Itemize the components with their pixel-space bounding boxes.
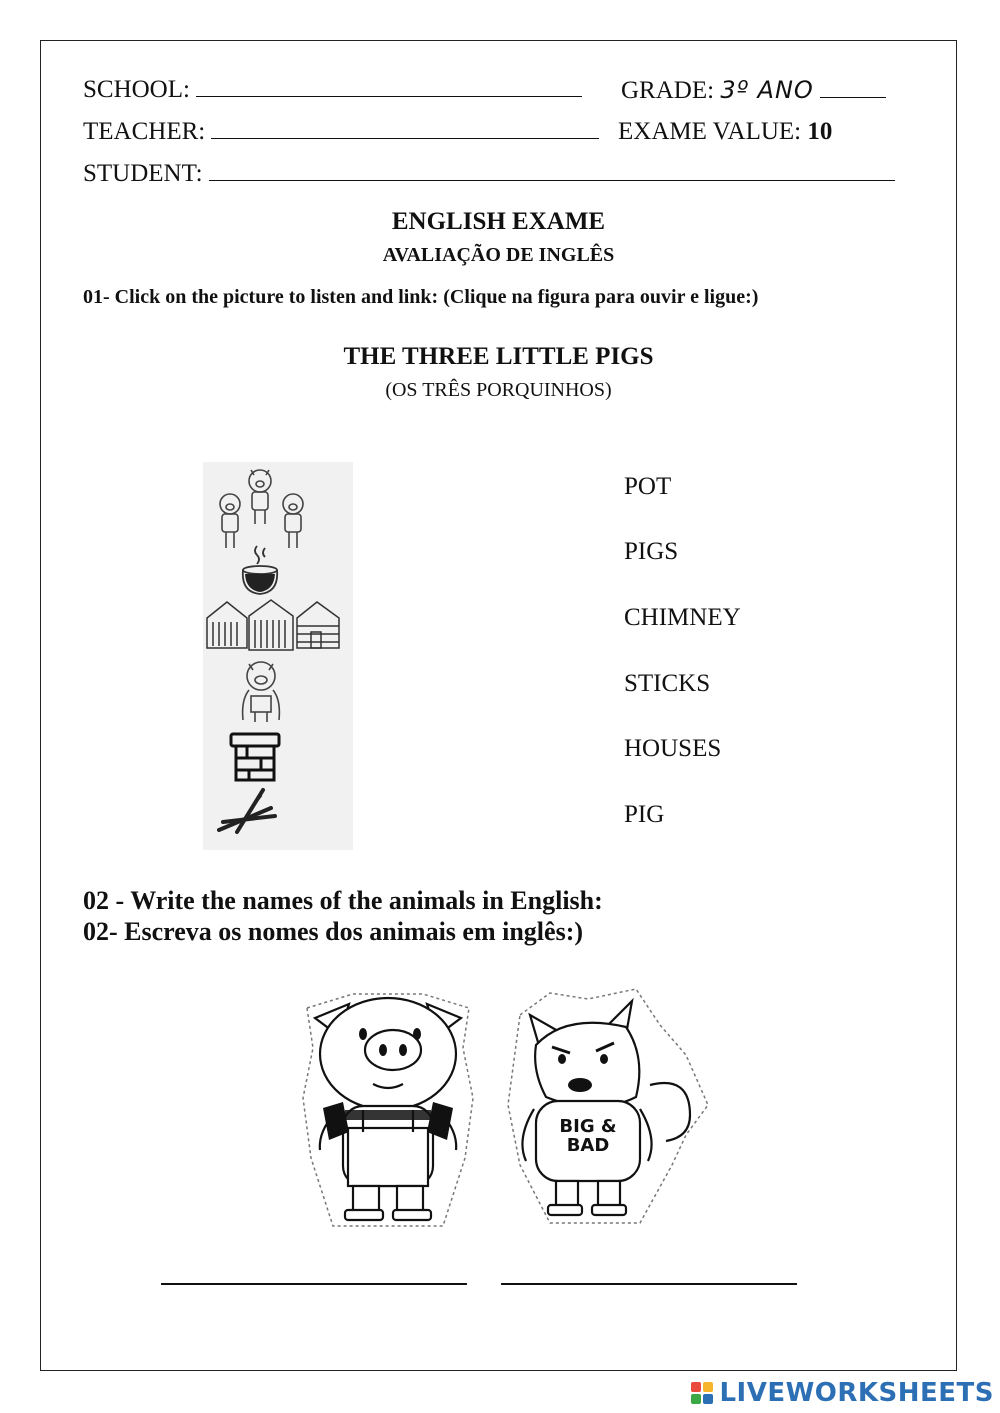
worksheet-frame xyxy=(40,40,957,1371)
exam-subtitle: AVALIAÇÃO DE INGLÊS xyxy=(382,244,615,266)
shirt-text-bad: BAD xyxy=(566,1135,610,1156)
word-chimney[interactable]: CHIMNEY xyxy=(624,604,741,631)
teacher-input[interactable] xyxy=(211,118,599,139)
wolf-character-image xyxy=(500,985,712,1225)
pig-icon[interactable] xyxy=(231,656,291,726)
student-input[interactable] xyxy=(209,160,895,181)
school-label: SCHOOL: xyxy=(83,76,190,103)
grade-row xyxy=(621,76,886,105)
word-pot[interactable]: POT xyxy=(624,473,672,500)
teacher-label: TEACHER: xyxy=(83,118,206,145)
pig-answer-input[interactable] xyxy=(161,1283,467,1285)
word-sticks[interactable]: STICKS xyxy=(624,670,711,697)
pig-character-image xyxy=(293,988,483,1228)
pot-icon[interactable] xyxy=(235,542,285,598)
grade-value: 3º ANO xyxy=(720,76,814,104)
exam-value: 10 xyxy=(807,118,833,145)
question2-instruction-pt: 02- Escreva os nomes dos animais em inglês:) xyxy=(83,917,584,946)
teacher-row xyxy=(83,118,599,146)
school-row xyxy=(83,76,582,104)
question1-instruction: 01- Click on the picture to listen and link: (Clique na figura para ouvir e ligue:) xyxy=(83,286,759,308)
grade-label: GRADE: xyxy=(621,77,715,104)
houses-icon[interactable] xyxy=(205,596,345,654)
school-input[interactable] xyxy=(196,76,582,97)
student-label: STUDENT: xyxy=(83,160,203,187)
pictures-column xyxy=(203,462,353,850)
pigs-icon[interactable] xyxy=(208,464,308,554)
question2-instruction-en: 02 - Write the names of the animals in English: xyxy=(83,886,603,915)
logo-icon xyxy=(691,1382,713,1404)
exam-title: ENGLISH EXAME xyxy=(391,208,606,235)
word-houses[interactable]: HOUSES xyxy=(624,735,722,762)
shirt-text-big: BIG & xyxy=(559,1116,617,1137)
word-pigs[interactable]: PIGS xyxy=(624,538,679,565)
story-subtitle: (OS TRÊS PORQUINHOS) xyxy=(385,379,612,401)
wolf-answer-input[interactable] xyxy=(501,1283,797,1285)
exam-value-row xyxy=(618,118,832,146)
logo-text: LIVEWORKSHEETS xyxy=(719,1378,994,1408)
exam-value-label: EXAME VALUE: xyxy=(618,118,802,145)
word-pig[interactable]: PIG xyxy=(624,801,665,828)
sticks-icon[interactable] xyxy=(213,786,283,838)
liveworksheets-logo[interactable] xyxy=(691,1378,994,1408)
grade-input[interactable] xyxy=(820,77,886,98)
student-row xyxy=(83,160,895,188)
story-title: THE THREE LITTLE PIGS xyxy=(343,343,654,370)
chimney-icon[interactable] xyxy=(227,730,283,784)
